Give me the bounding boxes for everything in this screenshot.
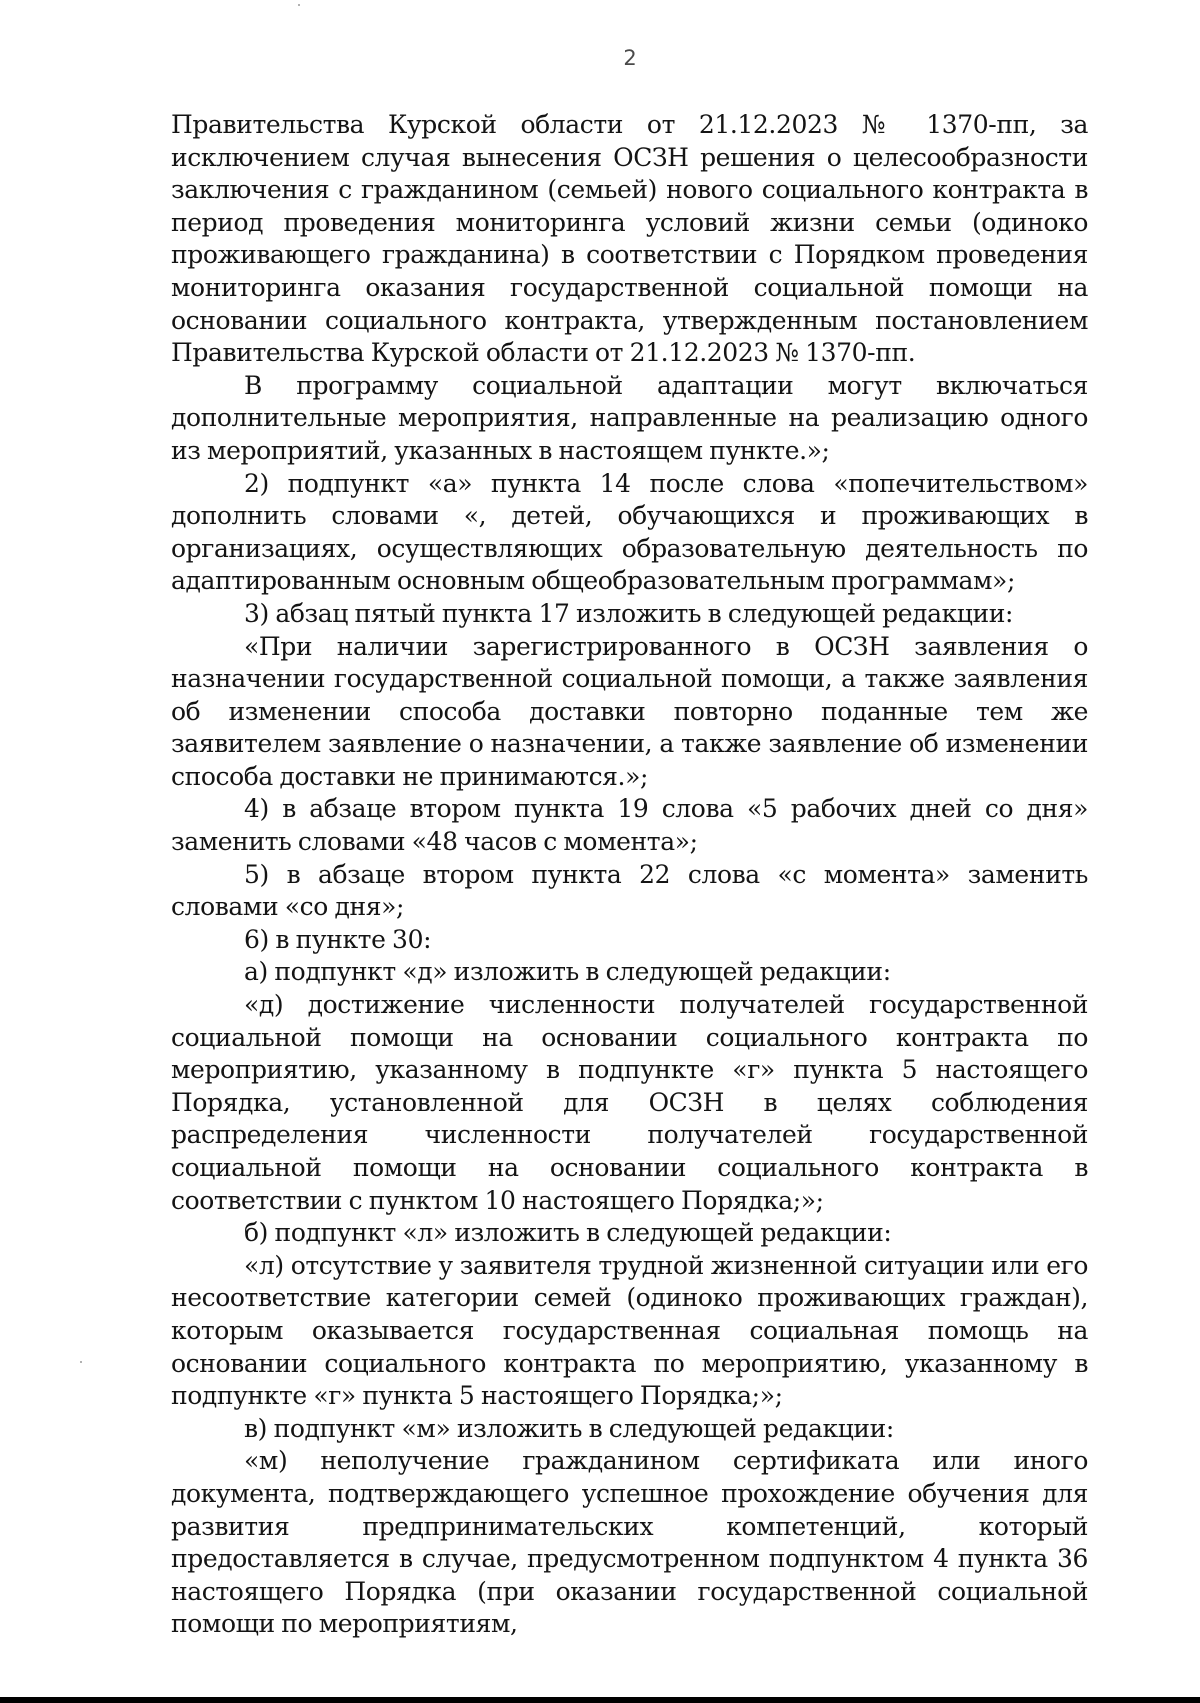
paragraph-adaptation-program: В программу социальной адаптации могут включаться дополнительные мероприятия, направленные на реализацию одного из мероприятий, указанных в настоящем пункте.»;	[171, 370, 1088, 465]
scan-speck	[298, 4, 300, 6]
document-body	[171, 109, 1088, 1641]
paragraph-item-4: 4) в абзаце втором пункта 19 слова «5 рабочих дней со дня» заменить словами «48 часов с момента»;	[171, 794, 1088, 857]
paragraph-subitem-a: а) подпункт «д» изложить в следующей редакции:	[244, 957, 891, 987]
scan-bottom-edge	[0, 1697, 1200, 1703]
page-number: 2	[623, 46, 637, 70]
paragraph-subitem-a-text: «д) достижение численности получателей государственной социальной помощи на основании социального контракта по мероприятию, указанному в подпункте «г» пункта 5 настоящего Порядка, установленной для ОСЗН в целях соблюдения распределения численности получателей государственной социальной помощи на основании социального контракта в соответствии с пунктом 10 настоящего Порядка;»;	[171, 990, 1088, 1215]
paragraph-item-5: 5) в абзаце втором пункта 22 слова «с момента» заменить словами «со дня»;	[171, 859, 1088, 922]
paragraph-item-3-text: «При наличии зарегистрированного в ОСЗН заявления о назначении государственной социальной помощи, а также заявления об изменении способа доставки повторно поданные тем же заявителем заявление о назначении, а также заявление об изменении способа доставки не принимаются.»;	[171, 631, 1088, 791]
paragraph-item-3: 3) абзац пятый пункта 17 изложить в следующей редакции:	[244, 598, 1014, 628]
paragraph-subitem-v-text: «м) неполучение гражданином сертификата или иного документа, подтверждающего успешное прохождение обучения для развития предпринимательских компетенций, который предоставляется в случае, предусмотренном подпунктом 4 пункта 36 настоящего Порядка (при оказании государственной социальной помощи по мероприятиям,	[171, 1446, 1088, 1639]
paragraph-item-6: 6) в пункте 30:	[244, 924, 432, 954]
paragraph-subitem-b: б) подпункт «л» изложить в следующей редакции:	[244, 1218, 892, 1248]
paragraph-subitem-v: в) подпункт «м» изложить в следующей редакции:	[244, 1413, 894, 1443]
paragraph-subitem-b-text: «л) отсутствие у заявителя трудной жизненной ситуации или его несоответствие категории семей (одиноко проживающих граждан), которым оказывается государственная социальная помощь на основании социального контракта по мероприятию, указанному в подпункте «г» пункта 5 настоящего Порядка;»;	[171, 1250, 1088, 1411]
paragraph-continuation: Правительства Курской области от 21.12.2023 № 1370-пп, за исключением случая вынесения ОСЗН решения о целесообразности заключения с гражданином (семьей) нового социального контракта в период проведения мониторинга условий жизни семьи (одиноко проживающего гражданина) в соответствии с Порядком проведения мониторинга оказания государственной социальной помощи на основании социального контракта, утвержденным постановлением Правительства Курской области от 21.12.2023 № 1370-пп.	[171, 110, 1088, 368]
scan-speck	[80, 1361, 82, 1363]
paragraph-item-2: 2) подпункт «а» пункта 14 после слова «попечительством» дополнить словами «, детей, обучающихся и проживающих в организациях, осуществляющих образовательную деятельность по адаптированным основным общеобразовательным программам»;	[171, 468, 1088, 596]
